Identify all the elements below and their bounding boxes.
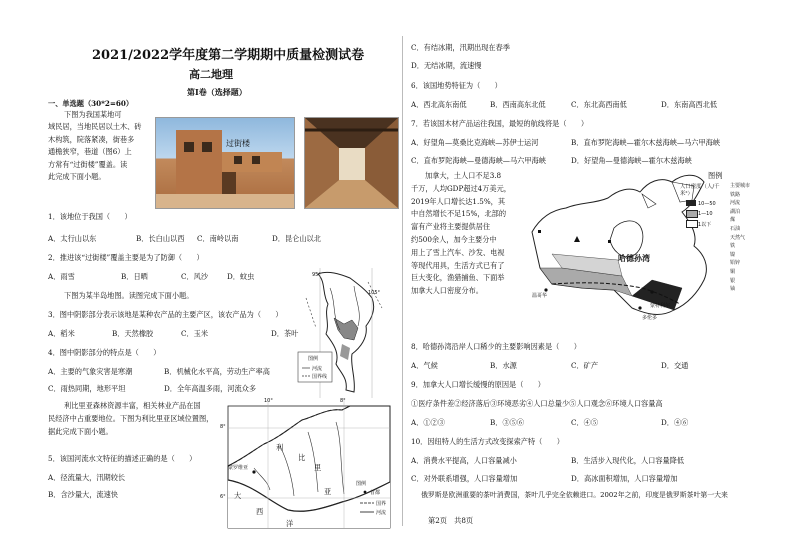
liberia-map <box>220 398 394 530</box>
city-label: 多伦多 <box>642 315 658 321</box>
question-1: 1．该地位于我国（ ） <box>48 212 132 221</box>
option-9c[interactable]: C．④⑤ <box>571 418 599 427</box>
legend-item: 主要城市 <box>730 183 751 189</box>
next-passage: 俄罗斯是欧洲重要的茶叶消费国，茶叶几乎完全依赖进口。2002年之前，印度是俄罗斯茶叶第一大来 <box>421 491 728 499</box>
density-bin: 1以下 <box>698 222 712 228</box>
legend-title: 图例 <box>708 171 723 180</box>
option-6a[interactable]: A．西北高东南低 <box>411 100 467 109</box>
map1-intro: 下图为某半岛地图。读图完成下面小题。 <box>64 291 194 300</box>
legend-item: 河流 <box>730 200 741 207</box>
option-4d[interactable]: D．全年高温多雨，河流众多 <box>164 384 257 393</box>
question-9: 9．加拿大人口增长缓慢的原因是（ ） <box>411 380 545 389</box>
option-9d[interactable]: D．④⑥ <box>661 418 689 427</box>
option-1b[interactable]: B．长白山以西 <box>136 234 185 243</box>
map2-latitude-label: 6° <box>220 494 226 500</box>
option-5a[interactable]: A．径流量大，汛期较长 <box>48 473 126 482</box>
map2-legend-title: 图例 <box>356 481 367 487</box>
intro-line: 此完成下面小题。 <box>48 171 106 181</box>
canada-line: 用上了雪上汽车、沙发、电视 <box>411 247 505 257</box>
option-5c[interactable]: C．有结冰期，汛期出现在春季 <box>411 43 510 52</box>
option-5d[interactable]: D．无结冰期，流速慢 <box>411 61 482 70</box>
liberia-intro <box>48 402 218 441</box>
map2-legend-border: 国界 <box>376 501 387 507</box>
option-9b[interactable]: B．③⑤⑥ <box>490 418 525 427</box>
option-1a[interactable]: A．太行山以东 <box>48 234 97 243</box>
map2-legend-river: 河流 <box>376 510 387 516</box>
liberia-line: 民经济中占重要地位。下图为利比里亚区域位置图， <box>48 414 214 423</box>
option-10d[interactable]: D．高冰面积增加，人口容量增加 <box>571 474 678 483</box>
density-bin: 1—10 <box>698 211 713 217</box>
map2-legend-capital: 首都 <box>370 490 381 496</box>
intro-line: 通檐狭窄，巷道（图6）上 <box>48 147 132 157</box>
option-7b[interactable]: B．直布罗陀海峡—霍尔木兹海峡—马六甲海峡 <box>571 138 721 147</box>
intro-line: 下图为我国某地可 <box>64 110 122 119</box>
legend-item: 铀 <box>730 286 736 293</box>
liberia-line: 据此完成下面小题。 <box>48 427 113 436</box>
map1-longitude-label: 105° <box>368 290 381 296</box>
option-10c[interactable]: C．对外联系增强，人口容量增加 <box>411 474 518 483</box>
section-title: 第Ⅰ卷（选择题） <box>187 87 247 97</box>
intro-line: 域民居，当地民居以土木、砖 <box>48 122 142 132</box>
passage-intro <box>48 111 156 185</box>
option-8b[interactable]: B．水源 <box>490 361 517 370</box>
map1-legend-river: 河流 <box>312 366 323 372</box>
option-8d[interactable]: D．交通 <box>661 361 689 370</box>
column-divider <box>402 36 403 526</box>
canada-line: 加拿大，土人口不足3.8 <box>425 171 502 180</box>
density-swatch <box>686 200 696 206</box>
option-6b[interactable]: B．西南高东北低 <box>490 100 546 109</box>
legend-item: 铁路 <box>730 191 741 198</box>
option-6d[interactable]: D．东南高西北低 <box>661 100 718 109</box>
section-heading: 一、单选题（30*2=60） <box>48 99 134 108</box>
option-4b[interactable]: B．机械化水平高，劳动生产率高 <box>164 367 270 376</box>
option-5b[interactable]: B．含沙量大，流速快 <box>48 490 118 499</box>
option-3c[interactable]: C．玉米 <box>181 329 209 338</box>
legend-item: 铜 <box>730 268 736 275</box>
map1-legend-border: 国界线 <box>312 374 328 380</box>
country-char: 里 <box>314 463 322 472</box>
canada-legend <box>680 171 780 322</box>
canada-line: 等现代用具，生活方式已有了 <box>411 260 505 270</box>
question-2: 2．推进该“过街楼”覆盖主要是为了防御（ ） <box>48 253 204 262</box>
photo-alley <box>304 117 399 209</box>
canada-line: 千万，人均GDP超过4万美元， <box>411 183 511 193</box>
option-2d[interactable]: D．蚊虫 <box>227 272 255 281</box>
map1-legend-title: 图例 <box>308 356 319 362</box>
capital-label: 蒙罗维亚 <box>228 465 249 471</box>
ocean-char: 大 <box>234 491 242 500</box>
legend-item: 铅锌 <box>730 260 741 267</box>
question-7: 7．若该国木材产品运往我国，最短的航线将是（ ） <box>411 119 589 128</box>
canada-line: 约500余人，加今主要分中 <box>411 234 497 244</box>
city-label: 温哥华 <box>532 293 548 299</box>
hudson-bay-label: 哈德孙湾 <box>618 253 650 263</box>
option-10a[interactable]: A．消费水平提高，人口容量减小 <box>411 456 517 465</box>
option-10b[interactable]: B．生活步入现代化，人口容量降低 <box>571 456 685 465</box>
legend-item: 湖泊 <box>730 208 741 215</box>
option-3a[interactable]: A．稻米 <box>48 329 75 338</box>
question-8: 8．哈德孙湾沿岸人口稀少的主要影响因素是（ ） <box>411 342 581 351</box>
canada-line: 2019年人口增长达1.5%，其 <box>411 196 506 206</box>
city-label: 蒙特利尔 <box>650 303 671 309</box>
density-bin: 10—50 <box>698 201 716 207</box>
option-4a[interactable]: A．主要的气象灾害是寒潮 <box>48 367 133 376</box>
question-9-statements: ①医疗条件差②经济落后③环境恶劣④人口总量少⑤人口观念⑥环境人口容量高 <box>411 399 663 408</box>
country-char: 亚 <box>324 487 332 496</box>
subject-title: 高二地理 <box>189 68 233 81</box>
option-3d[interactable]: D．茶叶 <box>271 329 299 338</box>
photo-label: 过街楼 <box>226 139 250 148</box>
legend-item: 镍 <box>730 251 736 258</box>
option-8a[interactable]: A．气候 <box>411 361 438 370</box>
photo-street-building <box>155 117 295 209</box>
legend-item: 石油 <box>730 225 741 232</box>
density-swatch <box>686 210 698 218</box>
canada-intro <box>411 172 521 300</box>
ocean-char: 西 <box>256 507 264 516</box>
map2-latitude-label: 8° <box>220 424 226 430</box>
question-10: 10．因纽特人的生活方式改变探索产特（ ） <box>411 437 564 446</box>
question-4: 4．图中阴影部分的特点是（ ） <box>48 348 161 357</box>
density-swatch <box>686 220 698 228</box>
option-1c[interactable]: C．南岭以南 <box>197 234 239 243</box>
legend-item: 银 <box>730 277 736 284</box>
map2-longitude-label: 8° <box>340 398 346 404</box>
legend-item: 铁 <box>730 243 736 250</box>
canada-line: 富有产业将主要提供居住 <box>411 222 491 232</box>
option-7c[interactable]: C．直布罗陀海峡—曼德海峡—马六甲海峡 <box>411 156 546 165</box>
option-9a[interactable]: A．①②③ <box>411 418 445 427</box>
liberia-line: 利比里亚森林资源丰富，相关林业产品在国 <box>64 401 201 410</box>
intro-line: 方常有“过街楼”覆盖。读 <box>48 159 128 169</box>
option-2b[interactable]: B．日晒 <box>121 272 148 281</box>
option-4c[interactable]: C．雨热同期，地形平坦 <box>48 384 126 393</box>
legend-list <box>730 182 778 294</box>
question-3: 3．图中阴影部分表示该地是某种农产品的主要产区，该农产品为（ ） <box>48 310 283 319</box>
option-6c[interactable]: C．东北高西南低 <box>571 100 627 109</box>
option-2c[interactable]: C．风沙 <box>181 272 209 281</box>
peninsula-map <box>296 268 396 398</box>
map2-longitude-label: 10° <box>264 398 273 404</box>
option-7d[interactable]: D．好望角—曼德海峡—霍尔木兹海峡 <box>571 156 692 165</box>
option-8c[interactable]: C．矿产 <box>571 361 599 370</box>
option-3b[interactable]: B．天然橡胶 <box>112 329 154 338</box>
question-6: 6．该国地势特征为（ ） <box>411 81 502 90</box>
intro-line: 木构筑，院落紧凑，街巷多 <box>48 134 135 144</box>
ocean-char: 洋 <box>286 519 294 528</box>
canada-line: 中自然增长不足15%，北部的 <box>411 209 507 219</box>
option-2a[interactable]: A．雨雪 <box>48 272 75 281</box>
page-number: 第2页 共8页 <box>428 516 474 525</box>
canada-line: 巨大变化，渔猎捕鱼、下面举 <box>411 273 505 283</box>
canada-line: 加拿大人口密度分布。 <box>411 286 483 296</box>
question-5: 5．该国河流水文特征的描述正确的是（ ） <box>48 454 197 463</box>
country-char: 比 <box>298 453 306 462</box>
legend-item: 煤 <box>730 217 736 224</box>
option-1d[interactable]: D．昆仑山以北 <box>272 234 321 243</box>
density-title: 人口密度（人/千米²） <box>680 184 720 197</box>
country-char: 利 <box>276 443 284 452</box>
option-7a[interactable]: A．好望角—莫桑比克海峡—苏伊士运河 <box>411 138 539 147</box>
exam-title: 2021/2022学年度第二学期期中质量检测试卷 <box>92 48 365 63</box>
legend-item: 天然气 <box>730 234 746 241</box>
map1-longitude-label: 95° <box>312 272 321 278</box>
